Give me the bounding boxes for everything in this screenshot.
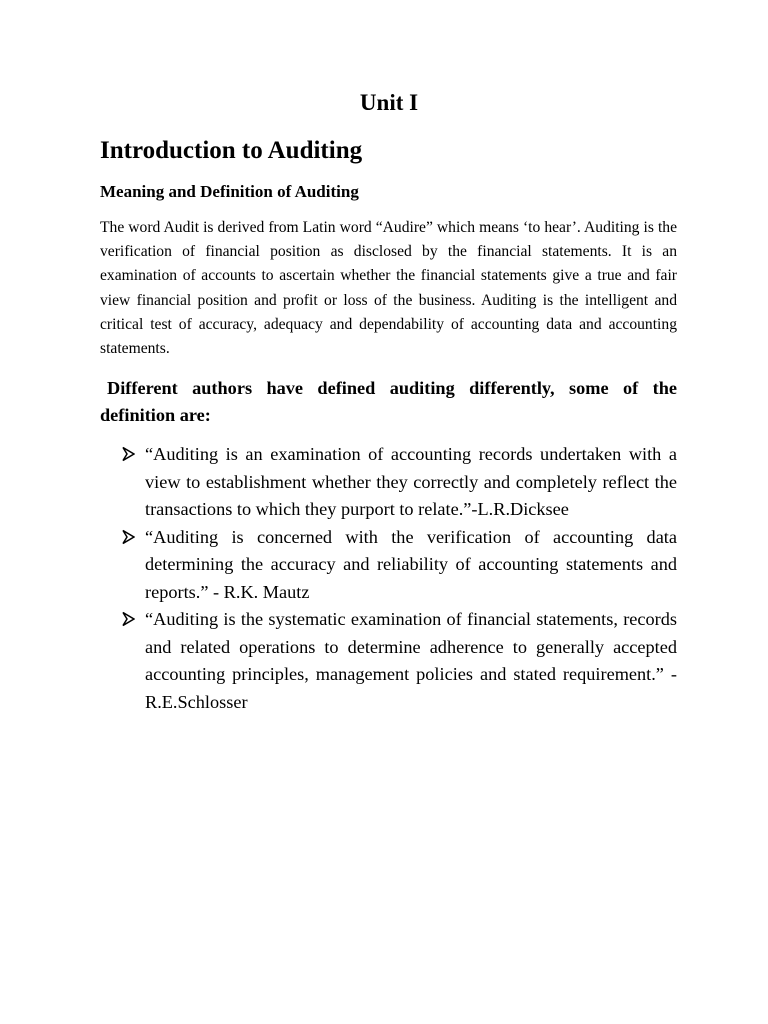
arrowhead-bullet-icon [122, 611, 135, 627]
arrowhead-bullet-icon [122, 446, 135, 462]
definition-author: -R.E.Schlosser [145, 664, 677, 712]
definitions-lead-paragraph: Different authors have defined auditing differently, some of the definition are: [100, 378, 677, 425]
definition-quote: “Auditing is an examination of accounting records undertaken with a view to establishment whether they correctly and completely reflect the transactions to which they purport to relate.” [145, 444, 677, 519]
definition-item-dicksee [122, 441, 677, 524]
arrowhead-bullet-icon [122, 529, 135, 545]
definition-author: - R.K. Mautz [208, 581, 310, 602]
intro-paragraph: The word Audit is derived from Latin word “Audire” which means ‘to hear’. Auditing is the verification of financial position as disclosed by the financial statements. It is an examination of accounts to ascertain whether the financial statements give a true and fair view financial position and profit or loss of the business. Auditing is the intelligent and critical test of accuracy, adequacy and dependability of accounting data and accounting statements. [100, 219, 677, 358]
definition-item-schlosser [122, 606, 677, 716]
unit-title: Unit I [359, 90, 419, 115]
definitions-list [122, 441, 677, 716]
chapter-title: Introduction to Auditing [100, 137, 363, 164]
definition-item-mautz [122, 524, 677, 607]
definition-author: -L.R.Dicksee [471, 499, 569, 519]
definition-quote: “Auditing is the systematic examination of financial statements, records and related operations to determine adherence to generally accepted accounting principles, management policies and stated requirement.” [145, 609, 677, 684]
definition-quote: “Auditing is concerned with the verification of accounting data determining the accuracy and reliability of accounting statements and reports.” [145, 526, 677, 602]
section-title: Meaning and Definition of Auditing [100, 182, 359, 201]
